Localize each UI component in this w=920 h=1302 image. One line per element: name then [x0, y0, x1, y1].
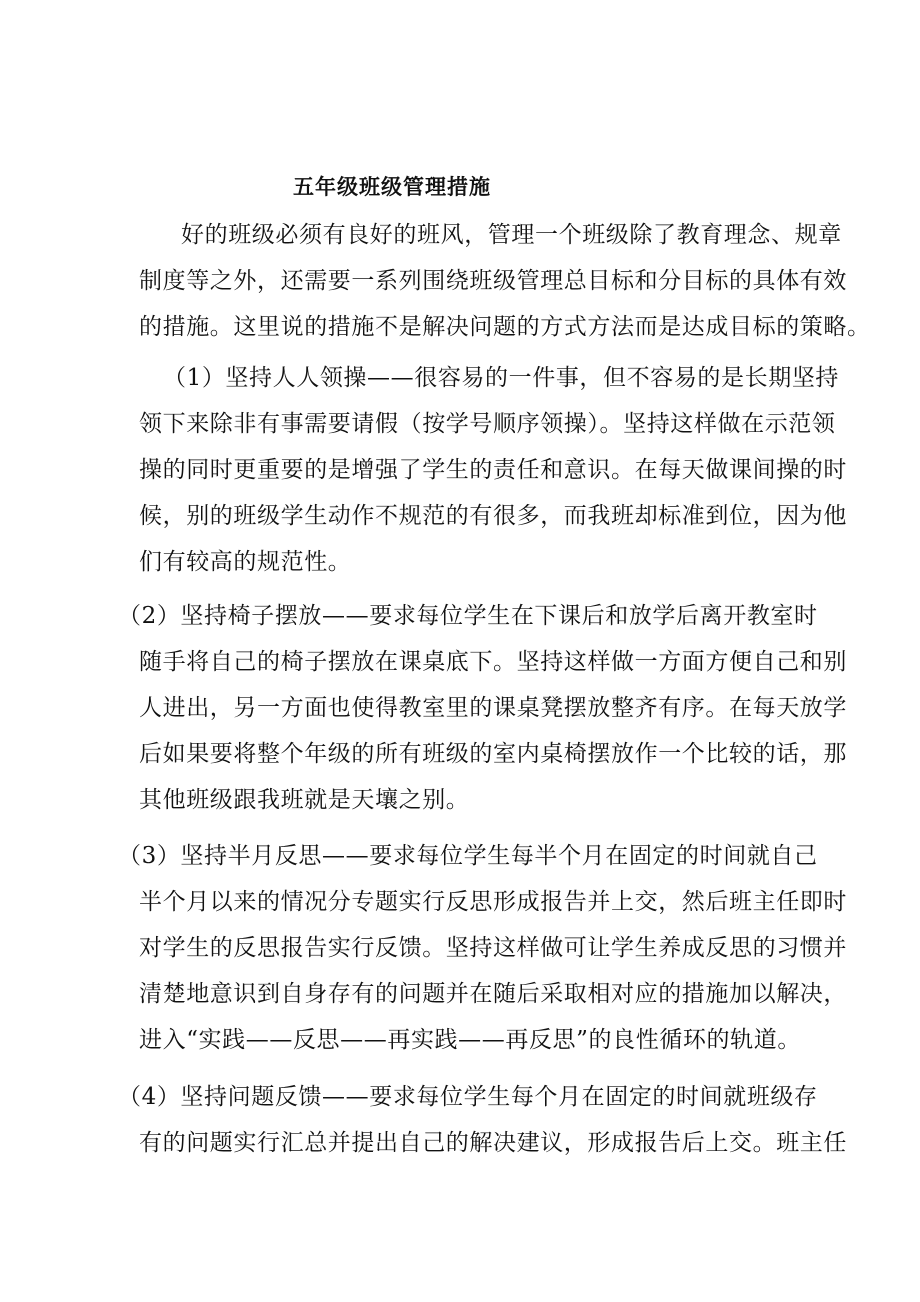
- paragraph-line: 候，别的班级学生动作不规范的有很多，而我班却标准到位，因为他: [139, 503, 847, 529]
- paragraph-line: 清楚地意识到自身存有的问题并在随后采取相对应的措施加以解决，: [139, 981, 847, 1007]
- paragraph-line: 有的问题实行汇总并提出自己的解决建议，形成报告后上交。班主任: [139, 1130, 847, 1156]
- paragraph-line: 人进出，另一方面也使得教室里的课桌凳摆放整齐有序。在每天放学: [139, 695, 847, 721]
- paragraph-line: 其他班级跟我班就是天壤之别。: [139, 787, 470, 813]
- paragraph-line: 后如果要将整个年级的所有班级的室内桌椅摆放作一个比较的话，那: [139, 741, 847, 767]
- paragraph-line: 们有较高的规范性。: [139, 549, 352, 575]
- paragraph-line: （2）坚持椅子摆放——要求每位学生在下课后和放学后离开教室时: [118, 603, 818, 629]
- paragraph-line: 半个月以来的情况分专题实行反思形成报告并上交，然后班主任即时: [139, 889, 847, 915]
- paragraph-line: （1）坚持人人领操——很容易的一件事，但不容易的是长期坚持: [163, 365, 840, 391]
- paragraph-line: 随手将自己的椅子摆放在课桌底下。坚持这样做一方面方便自己和别: [139, 649, 847, 675]
- paragraph-line: 制度等之外，还需要一系列围绕班级管理总目标和分目标的具体有效: [139, 268, 847, 294]
- paragraph-line: 对学生的反思报告实行反馈。坚持这样做可让学生养成反思的习惯并: [139, 935, 847, 961]
- paragraph-line: 进入“实践——反思——再实践——再反思”的良性循环的轨道。: [139, 1027, 801, 1053]
- paragraph-line: （3）坚持半月反思——要求每位学生每半个月在固定的时间就自己: [118, 843, 818, 869]
- paragraph-line: 领下来除非有事需要请假（按学号顺序领操）。坚持这样做在示范领: [139, 411, 836, 437]
- document-title: 五年级班级管理措施: [293, 174, 491, 199]
- paragraph-line: 操的同时更重要的是增强了学生的责任和意识。在每天做课间操的时: [139, 457, 847, 483]
- paragraph-line: （4）坚持问题反馈——要求每位学生每个月在固定的时间就班级存: [118, 1084, 818, 1110]
- paragraph-line: 的措施。这里说的措施不是解决问题的方式方法而是达成目标的策略。: [139, 314, 871, 340]
- paragraph-line: 好的班级必须有良好的班风，管理一个班级除了教育理念、规章: [181, 222, 842, 248]
